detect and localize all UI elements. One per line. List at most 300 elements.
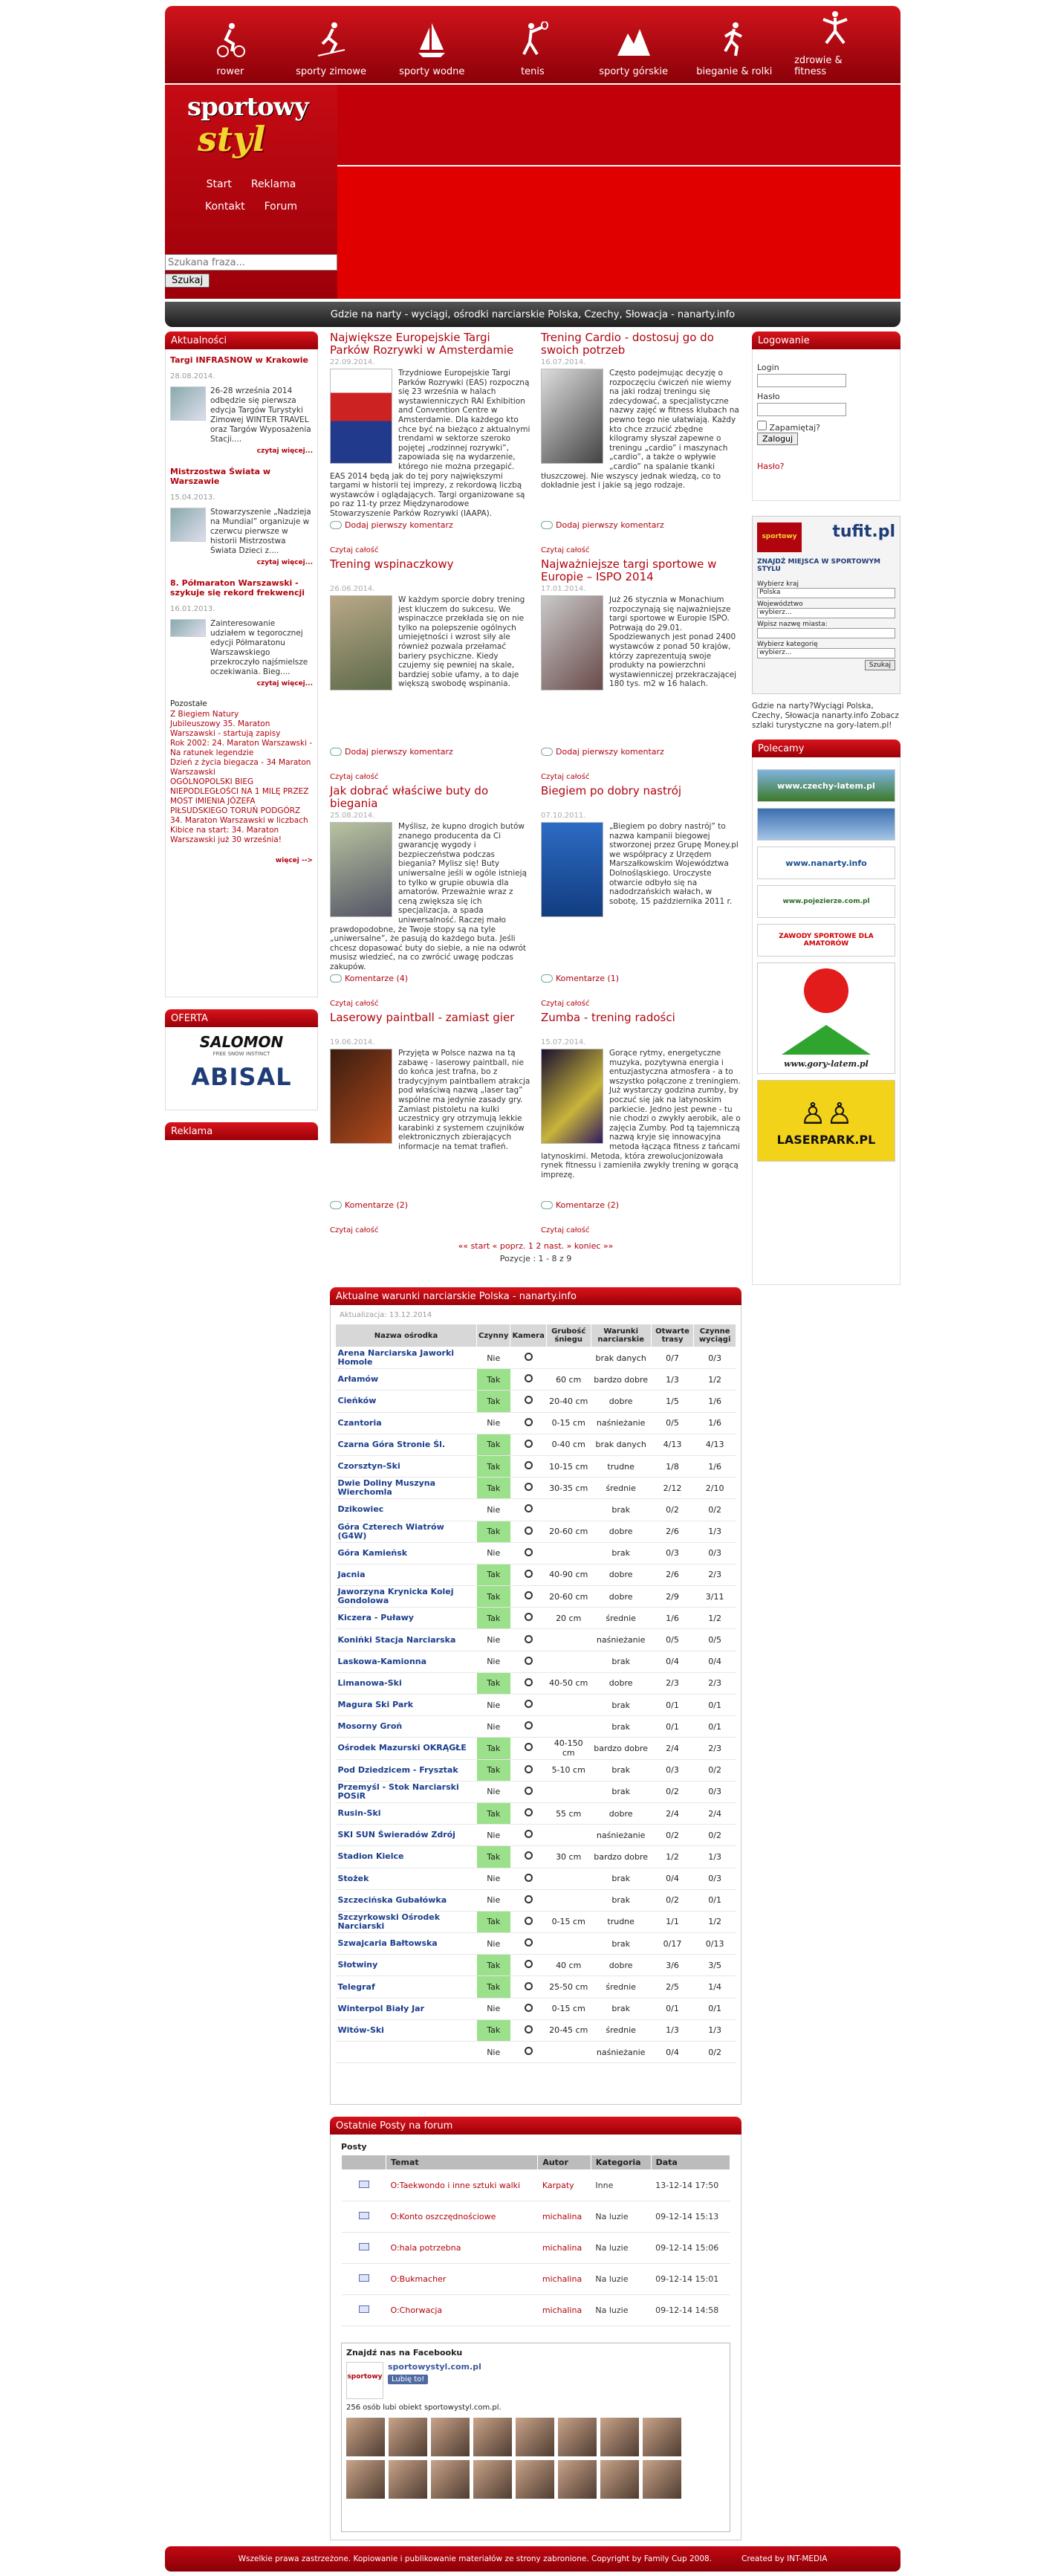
fan-avatar[interactable]	[600, 2460, 639, 2499]
news-date: 15.04.2013.	[170, 493, 215, 502]
resort-name[interactable]: Szwajcaria Bałtowska	[336, 1933, 477, 1955]
category-select[interactable]: wybierz...	[757, 648, 895, 658]
camera-cell[interactable]	[510, 1889, 546, 1911]
ski-row	[336, 1478, 736, 1499]
ski-row	[336, 1955, 736, 1976]
read-full-link[interactable]: Czytaj całość	[541, 1226, 590, 1234]
comments-link[interactable]: Dodaj pierwszy komentarz	[330, 520, 530, 530]
ski-cell: 1/3	[694, 1846, 736, 1868]
ski-cell: 5-10 cm	[546, 1759, 591, 1781]
nav-sporty-zimowe[interactable]	[291, 22, 372, 77]
footer-created[interactable]: Created by INT-MEDIA	[741, 2554, 828, 2563]
webcam-icon[interactable]	[525, 1591, 533, 1599]
ski-cell: 2/10	[694, 1478, 736, 1499]
camera-cell[interactable]	[510, 1651, 546, 1672]
rec-banner[interactable]	[757, 808, 895, 841]
news-thumb	[170, 508, 206, 542]
read-full-link[interactable]: Czytaj całość	[330, 546, 379, 554]
webcam-icon[interactable]	[525, 1700, 533, 1708]
read-full-link[interactable]: Czytaj całość	[541, 1000, 590, 1008]
post-topic[interactable]: O:Chorwacja	[386, 2295, 538, 2326]
comment-icon	[541, 748, 553, 756]
webcam-icon[interactable]	[525, 1527, 533, 1535]
comments-link[interactable]: Dodaj pierwszy komentarz	[541, 747, 741, 757]
camera-cell[interactable]	[510, 1412, 546, 1434]
post-author[interactable]: michalina	[538, 2201, 591, 2233]
resort-name[interactable]: Mosorny Groń	[336, 1716, 477, 1738]
camera-cell[interactable]	[510, 1976, 546, 1998]
open-status: Tak	[477, 1672, 510, 1694]
resort-name[interactable]: Przemyśl - Stok Narciarski POSiR	[336, 1781, 477, 1802]
camera-cell[interactable]	[510, 1608, 546, 1629]
resort-name[interactable]: Czantoria	[336, 1412, 477, 1434]
news-title[interactable]: Targi INFRASNOW w Krakowie	[170, 355, 308, 365]
article-text: Gorące rytmy, energetyczne muzyka, pozytywna energia i entuzjastyczna atmosfera - a to wszystko połączone z treningiem. Już wystarczy godzina zumby, by poczuć się jak na latynoskim parkiecie. Jedno jest pewne - tu nie chodzi o zwykły aerobik, ale o zajęcia Zumby. Pod tą tajemniczą nazwą kryje się innowacyjna metoda łącząca fitness z tańcami latynoskimi. Metoda, która zrewolucjonizowała rynek fitnessu i zamieniła zwykły trening w gorącą imprezę.	[541, 1049, 741, 1179]
salomon-logo[interactable]: SALOMON	[199, 1033, 284, 1051]
webcam-icon[interactable]	[525, 1851, 533, 1860]
article-title[interactable]: Trening wspinaczkowy	[330, 557, 454, 571]
article-text: Myślisz, że kupno drogich butów znanego producenta da Ci gwarancję wygody i bezpieczeństwa podczas biegania? Mylisz się! Buty uniwersalne jeśli w ogóle istnieją to tylko w grupie obuwia dla amatorów. Przeważnie wraz z ceną zwiększa się ich specjalizacja, a spada uniwersalność. Raczej mało prawdopodobne, że Twoje stopy są na tyle „uniwersalne”, że pasują do każdego buta. Jeśli chcesz dopasować buty do siebie, a nie na odwrót musisz wiedzieć, na co zwrócić uwagę podczas zakupów.	[330, 822, 527, 971]
article-title[interactable]: Najważniejsze targi sportowe w Europie – ISPO 2014	[541, 557, 717, 583]
resort-name[interactable]: Szczyrkowski Ośrodek Narciarski	[336, 1911, 477, 1932]
resort-name[interactable]: Arena Narciarska Jaworki Homole	[336, 1347, 477, 1369]
article-title[interactable]: Biegiem po dobry nastrój	[541, 784, 682, 797]
main-menu	[165, 178, 337, 213]
news-thumb	[170, 619, 206, 637]
article-photo[interactable]	[541, 595, 603, 690]
search-button[interactable]: Szukaj	[165, 274, 210, 288]
read-more-link[interactable]: czytaj więcej...	[256, 447, 313, 455]
ski-row	[336, 1738, 736, 1759]
col-header: Czynny	[477, 1324, 510, 1347]
resort-name[interactable]: Laskowa-Kamionna	[336, 1651, 477, 1672]
ski-row	[336, 1347, 736, 1369]
col-header: Autor	[538, 2155, 591, 2170]
ticker[interactable]	[165, 302, 900, 327]
open-status: Tak	[477, 1434, 510, 1455]
ski-cell: 0/7	[651, 1347, 694, 1369]
ski-cell: 2/4	[651, 1738, 694, 1759]
read-more-link[interactable]: czytaj więcej...	[256, 559, 313, 566]
resort-name[interactable]: Stadion Kielce	[336, 1846, 477, 1868]
webcam-icon[interactable]	[525, 1917, 533, 1925]
camera-cell[interactable]	[510, 1759, 546, 1781]
fan-avatar[interactable]	[516, 2418, 554, 2456]
open-status: Tak	[477, 1911, 510, 1932]
resort-name[interactable]: Konińki Stacja Narciarska	[336, 1629, 477, 1651]
webcam-icon[interactable]	[525, 1678, 533, 1686]
resort-name[interactable]: Jaworzyna Krynicka Kolej Gondolowa	[336, 1586, 477, 1608]
ski-cell: 1/6	[651, 1608, 694, 1629]
other-link[interactable]: OGÓLNOPOLSKI BIEG NIEPODLEGŁOŚCI NA 1 MILĘ PRZEZ MOST IMIENIA JÓZEFA PIŁSUDSKIEGO TORUŃ PODGÓRZ	[170, 777, 309, 815]
read-full-link[interactable]: Czytaj całość	[330, 1226, 379, 1234]
fan-avatar[interactable]	[389, 2418, 427, 2456]
sport-nav	[165, 6, 900, 83]
region-select[interactable]: wybierz...	[757, 608, 895, 618]
col-header: Kamera	[510, 1324, 546, 1347]
post-topic[interactable]: O:hala potrzebna	[386, 2233, 538, 2264]
camera-cell[interactable]	[510, 1716, 546, 1738]
fan-avatar[interactable]	[389, 2460, 427, 2499]
webcam-icon[interactable]	[525, 1483, 533, 1491]
recommend-box	[752, 757, 900, 1285]
webcam-icon[interactable]	[525, 1960, 533, 1968]
ski-row	[336, 1802, 736, 1824]
resort-name[interactable]: Czarna Góra Stronie Śl.	[336, 1434, 477, 1455]
article-title[interactable]: Największe Europejskie Targi Parków Rozrywki w Amsterdamie	[330, 331, 514, 357]
password-input[interactable]	[757, 403, 846, 416]
ski-cell: 2/3	[694, 1672, 736, 1694]
ski-row	[336, 1868, 736, 1889]
comments-link[interactable]: Komentarze (4)	[330, 974, 530, 983]
forum-row	[342, 2264, 730, 2295]
nav-label: tenis	[521, 66, 545, 77]
fan-avatar[interactable]	[431, 2460, 470, 2499]
menu-reklama[interactable]: Reklama	[250, 178, 296, 190]
ski-cell: 2/3	[694, 1738, 736, 1759]
read-full-link[interactable]: Czytaj całość	[541, 773, 590, 781]
menu-forum[interactable]: Forum	[264, 201, 297, 213]
resort-name[interactable]: Magura Ski Park	[336, 1695, 477, 1716]
resort-name[interactable]: Rusin-Ski	[336, 1802, 477, 1824]
ski-cell: 20-40 cm	[546, 1391, 591, 1412]
nav-zdrowie-fitness[interactable]	[794, 10, 876, 77]
article-photo[interactable]	[541, 369, 603, 464]
ski-cell	[546, 1629, 591, 1651]
nav-tenis[interactable]	[492, 22, 574, 77]
other-link[interactable]: Dzień z życia biegacza - 34 Maraton Warszawski	[170, 758, 311, 777]
fan-avatar[interactable]	[431, 2418, 470, 2456]
rec-czechy-latem[interactable]: www.czechy-latem.pl	[757, 769, 895, 802]
post-author[interactable]: michalina	[538, 2233, 591, 2264]
camera-cell[interactable]	[510, 1455, 546, 1477]
camera-cell[interactable]	[510, 1478, 546, 1499]
resort-name[interactable]: Dwie Doliny Muszyna Wierchomla	[336, 1478, 477, 1499]
camera-cell[interactable]	[510, 1542, 546, 1564]
article-photo[interactable]	[330, 595, 392, 690]
search-input[interactable]	[165, 254, 337, 271]
ski-cell: brak	[591, 1716, 651, 1738]
article-photo[interactable]	[330, 1049, 392, 1144]
ski-cell: 60 cm	[546, 1369, 591, 1391]
resort-name[interactable]: Cieńków	[336, 1391, 477, 1412]
webcam-icon[interactable]	[525, 1418, 533, 1426]
resort-name[interactable]: Telegraf	[336, 1976, 477, 1998]
webcam-icon[interactable]	[525, 1374, 533, 1382]
fan-avatar[interactable]	[558, 2418, 597, 2456]
fitness-figure-icon	[819, 10, 851, 48]
webcam-icon[interactable]	[525, 1657, 533, 1665]
article-photo[interactable]	[541, 822, 603, 917]
webcam-icon[interactable]	[525, 1396, 533, 1404]
login-input[interactable]	[757, 374, 846, 387]
fan-avatar[interactable]	[600, 2418, 639, 2456]
resort-name[interactable]: SKI SUN Świeradów Zdrój	[336, 1825, 477, 1846]
rec-zawody[interactable]: ZAWODY SPORTOWE DLA AMATORÓW	[757, 924, 895, 957]
forgot-password-link[interactable]: Hasło?	[757, 462, 785, 471]
abisal-logo[interactable]: ABISAL	[191, 1063, 292, 1091]
resort-name[interactable]: Kiczera - Puławy	[336, 1608, 477, 1629]
resort-name[interactable]: Góra Kamieńsk	[336, 1542, 477, 1564]
resort-name[interactable]: Szczecińska Gubałówka	[336, 1889, 477, 1911]
ski-row	[336, 1933, 736, 1955]
camera-cell[interactable]	[510, 2019, 546, 2041]
remember-checkbox[interactable]	[757, 421, 767, 430]
facebook-title: Znajdź nas na Facebooku	[346, 2348, 463, 2357]
ski-cell: 0/1	[694, 1716, 736, 1738]
resort-name[interactable]: Limanowa-Ski	[336, 1672, 477, 1694]
camera-cell[interactable]	[510, 1955, 546, 1976]
mountains-icon	[782, 1025, 871, 1055]
logo-text-2: styl	[198, 119, 266, 159]
news-title[interactable]: 8. Półmaraton Warszawski - szykuje się rekord frekwencji	[170, 578, 305, 598]
webcam-icon[interactable]	[525, 1570, 533, 1578]
resort-name[interactable]: Słotwiny	[336, 1955, 477, 1976]
read-full-link[interactable]: Czytaj całość	[330, 773, 379, 781]
ski-cell: 0/2	[651, 1889, 694, 1911]
nav-sporty-gorskie[interactable]	[593, 22, 675, 77]
login-button[interactable]: Zaloguj	[757, 433, 798, 445]
webcam-icon[interactable]	[525, 1787, 533, 1795]
camera-cell[interactable]	[510, 1933, 546, 1955]
forum-row	[342, 2170, 730, 2201]
article-title[interactable]: Zumba - trening radości	[541, 1011, 675, 1024]
camera-cell[interactable]	[510, 1825, 546, 1846]
camera-cell[interactable]	[510, 1347, 546, 1369]
post-category: Na luzie	[591, 2233, 651, 2264]
open-status: Tak	[477, 1564, 510, 1585]
site-logo[interactable]	[187, 92, 308, 166]
rec-gory-latem[interactable]: www.gory-latem.pl	[757, 962, 895, 1074]
resort-name[interactable]: Winterpol Biały Jar	[336, 1998, 477, 2019]
rec-laserpark[interactable]: ♙♙ LASERPARK.PL	[757, 1080, 895, 1162]
resort-name[interactable]: Góra Czterech Wiatrów (G4W)	[336, 1521, 477, 1542]
other-link[interactable]: Rok 2002: 24. Maraton Warszawski - Na ratunek legendzie	[170, 739, 313, 757]
nav-label: bieganie & rolki	[696, 66, 773, 77]
camera-cell[interactable]	[510, 1781, 546, 1802]
news-text: Zainteresowanie udziałem w tegorocznej edycji Półmaratonu Warszawskiego przekroczyło najśmielsze oczekiwania. Bieg....	[210, 619, 308, 676]
fan-avatar[interactable]	[473, 2460, 512, 2499]
webcam-icon[interactable]	[525, 1353, 533, 1361]
webcam-icon[interactable]	[525, 1895, 533, 1903]
facebook-like-button[interactable]: Lubię to!	[388, 2375, 428, 2384]
resort-name[interactable]: Czorsztyn-Ski	[336, 1455, 477, 1477]
webcam-icon[interactable]	[525, 1548, 533, 1556]
fan-avatar[interactable]	[643, 2460, 681, 2499]
camera-cell[interactable]	[510, 1911, 546, 1932]
post-topic[interactable]: O:Taekwondo i inne sztuki walki	[386, 2170, 538, 2201]
positions-info: Pozycje : 1 - 8 z 9	[499, 1254, 572, 1263]
ski-cell: bardzo dobre	[591, 1738, 651, 1759]
webcam-icon[interactable]	[525, 1982, 533, 1990]
camera-cell[interactable]	[510, 1434, 546, 1455]
ski-cell: 0/2	[651, 1781, 694, 1802]
camera-cell[interactable]	[510, 1802, 546, 1824]
comments-link[interactable]: Komentarze (2)	[330, 1200, 530, 1210]
post-author[interactable]: michalina	[538, 2295, 591, 2326]
skier-icon	[315, 22, 348, 59]
comments-link[interactable]: Komentarze (1)	[541, 974, 741, 983]
post-topic[interactable]: O:Konto oszczędnościowe	[386, 2201, 538, 2233]
comments-link[interactable]: Dodaj pierwszy komentarz	[541, 520, 741, 530]
ski-cell: 25-50 cm	[546, 1976, 591, 1998]
ski-cell: 1/1	[651, 1911, 694, 1932]
ski-cell: 4/13	[651, 1434, 694, 1455]
resort-name[interactable]: Stożek	[336, 1868, 477, 1889]
ski-cell: dobre	[591, 1521, 651, 1542]
resort-name[interactable]: Dzikowiec	[336, 1499, 477, 1521]
webcam-icon[interactable]	[525, 1743, 533, 1751]
facebook-count: 256 osób lubi obiekt sportowystyl.com.pl.	[346, 2404, 502, 2412]
resort-name[interactable]	[336, 2042, 477, 2063]
ski-box-header: Aktualne warunki narciarskie Polska - nanarty.info	[330, 1287, 741, 1305]
more-others-link[interactable]: więcej -->	[275, 857, 313, 864]
facebook-fans	[346, 2418, 725, 2499]
news-item	[170, 467, 313, 566]
col-header: Data	[651, 2155, 730, 2170]
facebook-page-link[interactable]: sportowystyl.com.pl	[388, 2362, 481, 2372]
comments-link[interactable]: Komentarze (2)	[541, 1200, 741, 1210]
other-link[interactable]: Kibice na start: 34. Maraton Warszawski już 30 września!	[170, 826, 282, 844]
ski-cell: 0/3	[694, 1781, 736, 1802]
other-link[interactable]: Z Biegiem Natury	[170, 710, 239, 719]
camera-cell[interactable]	[510, 1695, 546, 1716]
webcam-icon[interactable]	[525, 2025, 533, 2033]
rec-pojezierze[interactable]: www.pojezierze.com.pl	[757, 885, 895, 918]
where-ski-text[interactable]: Gdzie na narty?Wyciągi Polska, Czechy, Słowacja nanarty.info Zobacz szlaki turystyczne na gory-latem.pl!	[752, 702, 899, 730]
webcam-icon[interactable]	[525, 1765, 533, 1773]
webcam-icon[interactable]	[525, 1461, 533, 1469]
camera-cell[interactable]	[510, 1564, 546, 1585]
read-full-link[interactable]: Czytaj całość	[541, 546, 590, 554]
article-photo[interactable]	[330, 369, 392, 464]
facebook-page-thumb[interactable]: sportowy	[346, 2362, 383, 2399]
ski-row	[336, 1369, 736, 1391]
ski-cell: 40-150 cm	[546, 1738, 591, 1759]
webcam-icon[interactable]	[525, 1440, 533, 1448]
resort-name[interactable]: Ośrodek Mazurski OKRĄGŁE	[336, 1738, 477, 1759]
read-more-link[interactable]: czytaj więcej...	[256, 680, 313, 687]
camera-cell[interactable]	[510, 1499, 546, 1521]
article-date: 16.07.2014.	[541, 358, 586, 366]
tufit-logo[interactable]: tufit.pl	[832, 522, 895, 541]
other-link[interactable]: 34. Maraton Warszawski w liczbach	[170, 816, 308, 825]
post-author[interactable]: michalina	[538, 2264, 591, 2295]
offer-box-header: OFERTA	[165, 1009, 318, 1027]
forum-row	[342, 2233, 730, 2264]
other-link[interactable]: Jubileuszowy 35. Maraton Warszawski - startują zapisy	[170, 719, 281, 738]
fan-avatar[interactable]	[516, 2460, 554, 2499]
fan-avatar[interactable]	[346, 2460, 385, 2499]
post-icon	[359, 2274, 369, 2282]
ski-cell: brak	[591, 1868, 651, 1889]
nav-sporty-wodne[interactable]	[391, 22, 473, 77]
country-select[interactable]: Polska	[757, 588, 895, 598]
city-input[interactable]	[757, 628, 895, 638]
others-list	[170, 710, 313, 845]
ski-cell: bardzo dobre	[591, 1846, 651, 1868]
webcam-icon[interactable]	[525, 2004, 533, 2012]
ski-cell: 30-35 cm	[546, 1478, 591, 1499]
fan-avatar[interactable]	[558, 2460, 597, 2499]
webcam-icon[interactable]	[525, 1874, 533, 1882]
nav-bieganie-rolki[interactable]	[693, 22, 775, 77]
webcam-icon[interactable]	[525, 1938, 533, 1946]
article-title[interactable]: Laserowy paintball - zamiast gier	[330, 1011, 515, 1024]
nav-rower[interactable]	[189, 22, 271, 77]
places-search-button[interactable]: Szukaj	[865, 660, 895, 670]
post-icon	[359, 2212, 369, 2219]
ski-row	[336, 1521, 736, 1542]
camera-cell[interactable]	[510, 1672, 546, 1694]
camera-cell[interactable]	[510, 1998, 546, 2019]
webcam-icon[interactable]	[525, 1808, 533, 1816]
article-title[interactable]: Trening Cardio - dostosuj go do swoich potrzeb	[541, 331, 714, 357]
webcam-icon[interactable]	[525, 1613, 533, 1621]
camera-cell[interactable]	[510, 1868, 546, 1889]
comment-icon	[330, 974, 342, 983]
open-status: Tak	[477, 1846, 510, 1868]
article-photo[interactable]	[330, 822, 392, 917]
webcam-icon[interactable]	[525, 1504, 533, 1512]
article-date: 26.06.2014.	[330, 585, 375, 593]
pagination[interactable]: «« start « poprz. 1 2 nast. » koniec »»	[458, 1241, 614, 1251]
fan-avatar[interactable]	[346, 2418, 385, 2456]
open-status: Nie	[477, 1998, 510, 2019]
read-full-link[interactable]: Czytaj całość	[330, 1000, 379, 1008]
camera-cell[interactable]	[510, 1586, 546, 1608]
fan-avatar[interactable]	[643, 2418, 681, 2456]
fan-avatar[interactable]	[473, 2418, 512, 2456]
open-status: Tak	[477, 1955, 510, 1976]
resort-name[interactable]: Pod Dziedzicem - Frysztak	[336, 1759, 477, 1781]
menu-start[interactable]: Start	[206, 178, 232, 190]
webcam-icon[interactable]	[525, 1721, 533, 1729]
sportowystyl-logo[interactable]: sportowy	[757, 522, 802, 552]
article	[541, 331, 741, 558]
resort-name[interactable]: Jacnia	[336, 1564, 477, 1585]
ski-cell: dobre	[591, 1586, 651, 1608]
rec-nanarty[interactable]: www.nanarty.info	[757, 847, 895, 879]
forum-box-header: Ostatnie Posty na forum	[330, 2117, 741, 2135]
post-topic[interactable]: O:Bukmacher	[386, 2264, 538, 2295]
camera-cell[interactable]	[510, 1391, 546, 1412]
post-author[interactable]: Karpaty	[538, 2170, 591, 2201]
camera-cell[interactable]	[510, 1738, 546, 1759]
camera-cell[interactable]	[510, 1629, 546, 1651]
article-photo[interactable]	[541, 1049, 603, 1144]
article-title[interactable]: Jak dobrać właściwe buty do biegania	[330, 784, 489, 810]
webcam-icon[interactable]	[525, 2047, 533, 2055]
camera-cell[interactable]	[510, 1846, 546, 1868]
webcam-icon[interactable]	[525, 1635, 533, 1643]
ski-cell: 0/1	[651, 1695, 694, 1716]
news-title[interactable]: Mistrzostwa Świata w Warszawie	[170, 467, 271, 486]
camera-cell[interactable]	[510, 2042, 546, 2063]
post-date: 09-12-14 14:58	[651, 2295, 730, 2326]
resort-name[interactable]: Arłamów	[336, 1369, 477, 1391]
open-status: Tak	[477, 2019, 510, 2041]
ski-cell: dobre	[591, 1391, 651, 1412]
camera-cell[interactable]	[510, 1369, 546, 1391]
comments-link[interactable]: Dodaj pierwszy komentarz	[330, 747, 530, 757]
menu-kontakt[interactable]: Kontakt	[205, 201, 245, 213]
camera-cell[interactable]	[510, 1521, 546, 1542]
webcam-icon[interactable]	[525, 1830, 533, 1838]
forum-box	[330, 2135, 741, 2540]
resort-name[interactable]: Witów-Ski	[336, 2019, 477, 2041]
ticker-text[interactable]: Gdzie na narty - wyciągi, ośrodki narciarskie Polska, Czechy, Słowacja - nanarty.info	[330, 308, 736, 320]
